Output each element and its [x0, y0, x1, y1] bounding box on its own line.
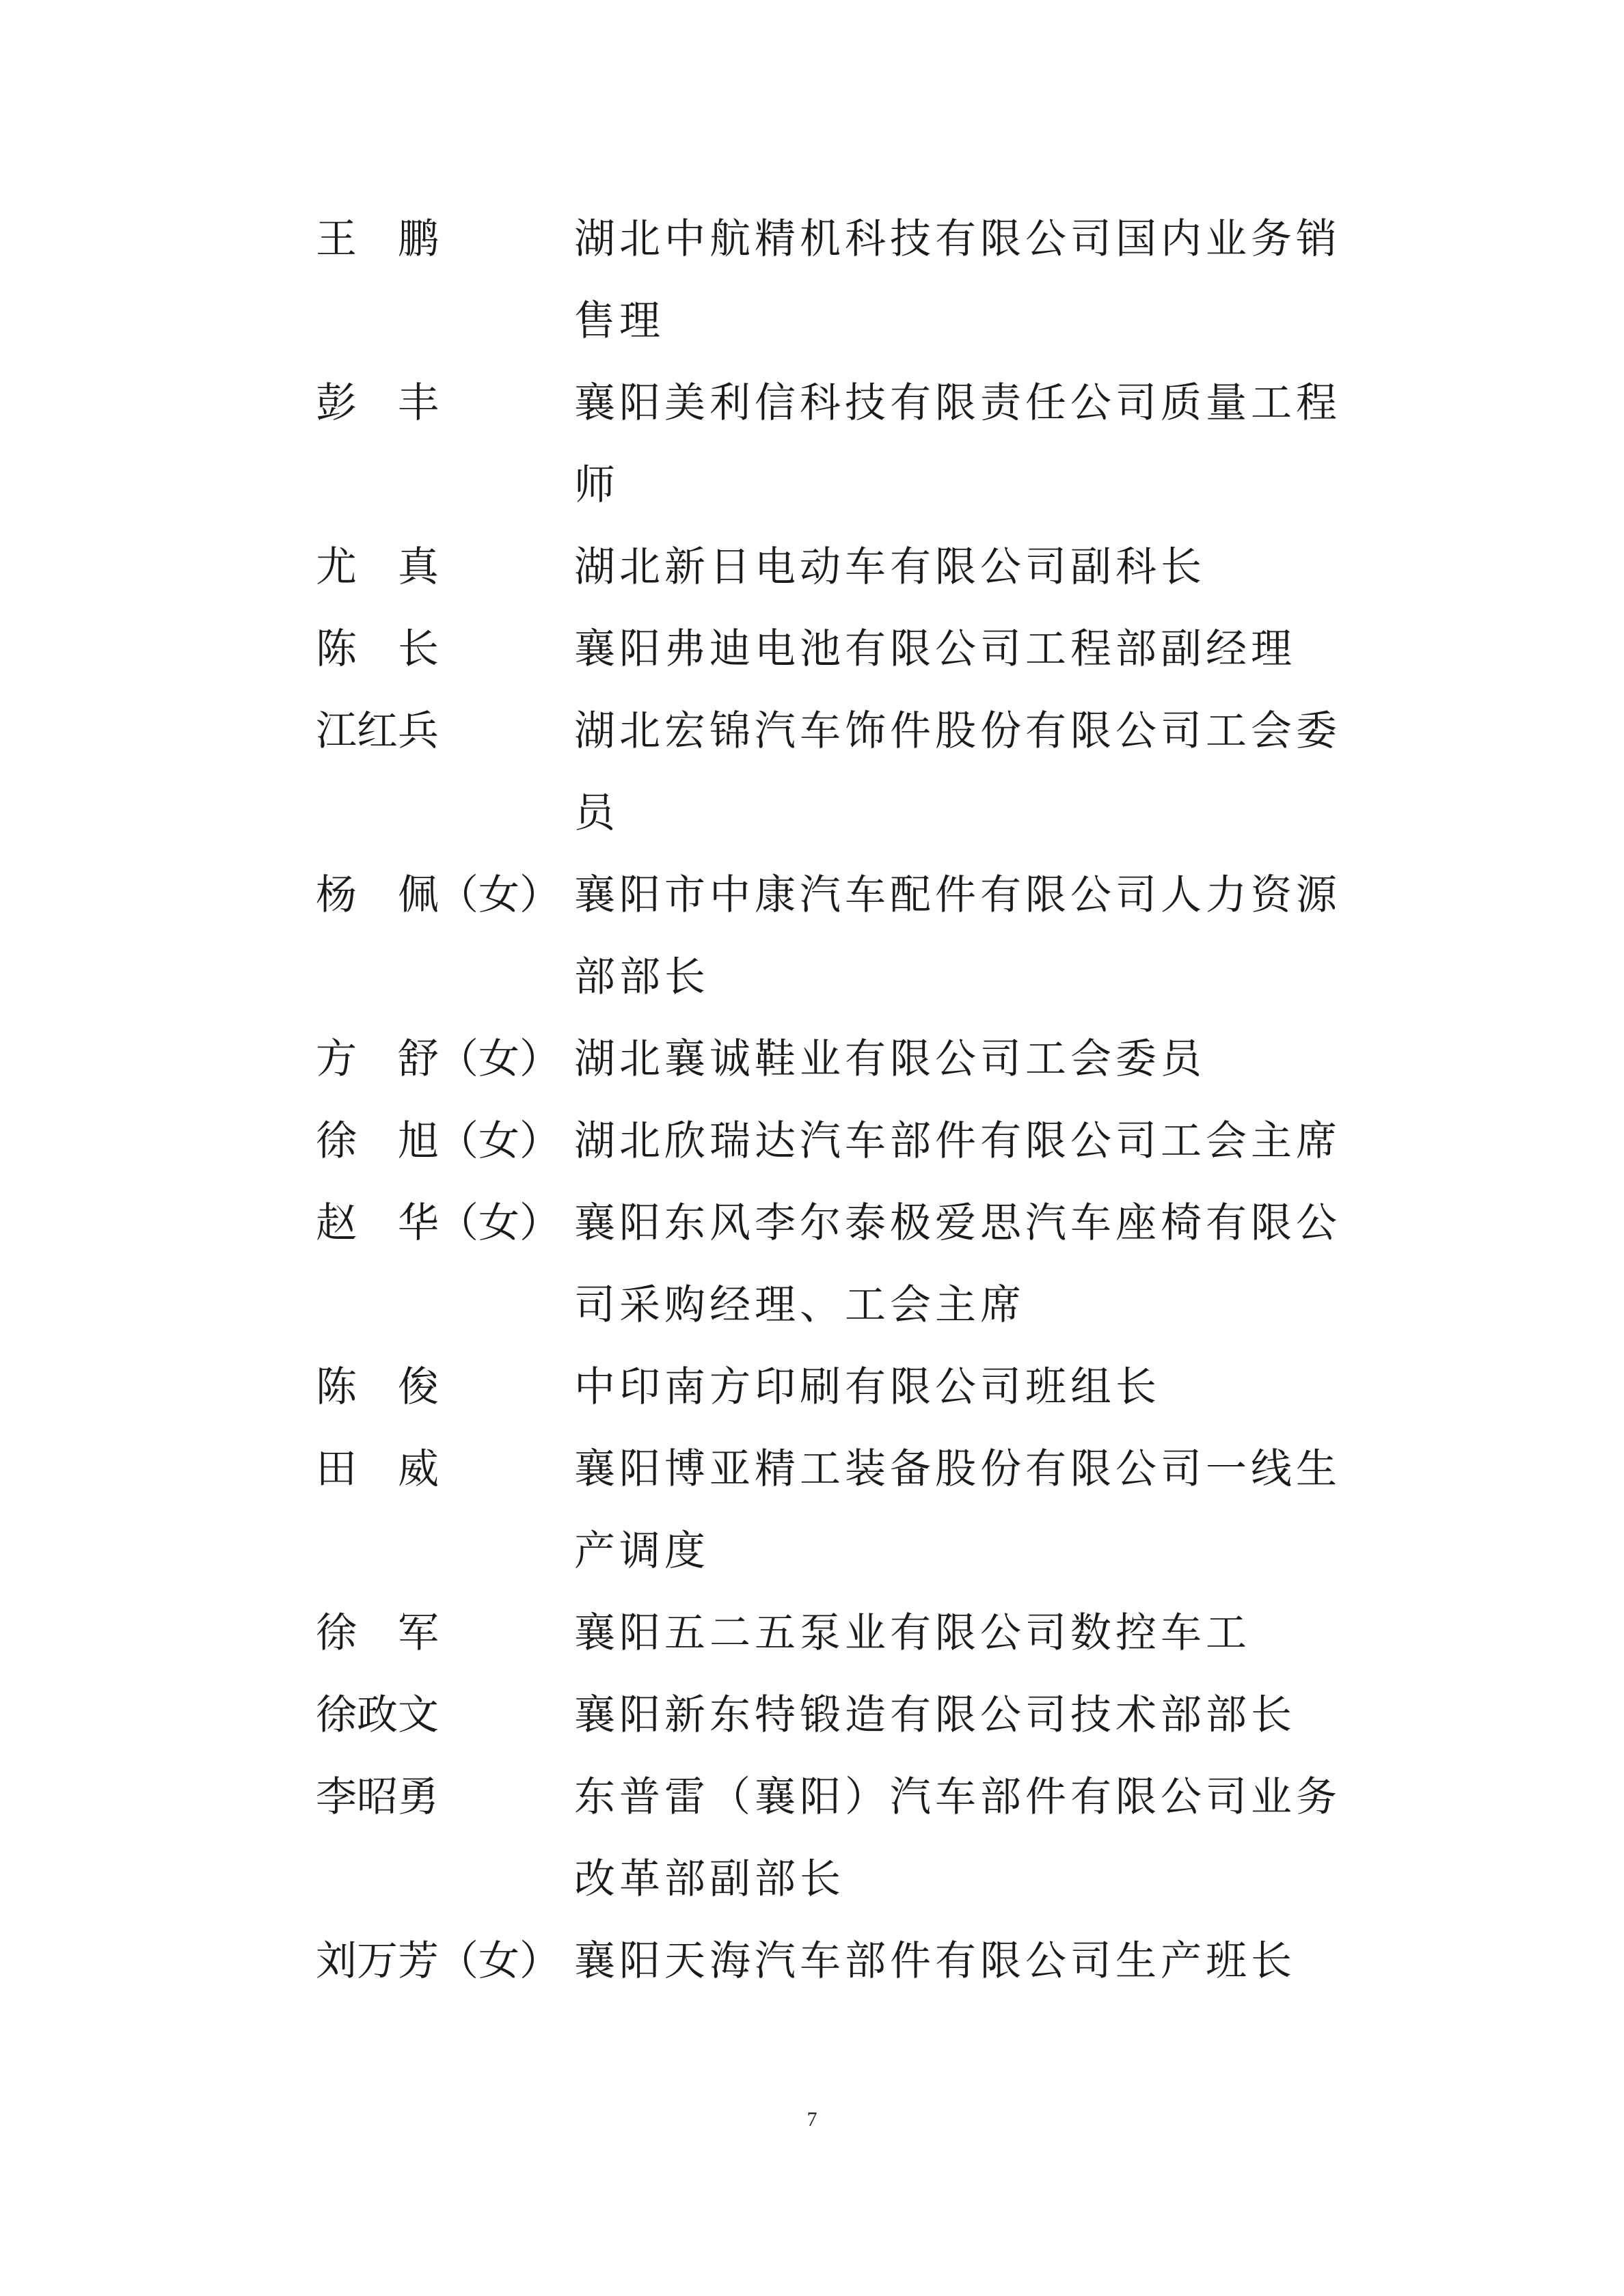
person-name: 徐 旭: [316, 1117, 439, 1165]
person-position: 襄阳五二五泵业有限公司数控车工: [574, 1609, 1251, 1657]
page-number: 7: [807, 2108, 817, 2131]
person-name: 江红兵: [316, 707, 439, 755]
person-name: 徐 军: [316, 1609, 439, 1657]
person-position: 襄阳新东特锻造有限公司技术部部长: [574, 1691, 1296, 1739]
person-name: 杨 佩: [316, 871, 439, 919]
person-position: 襄阳美利信科技有限责任公司质量工程师: [574, 379, 1341, 509]
person-name: 王 鹏: [316, 215, 439, 263]
person-position: 湖北欣瑞达汽车部件有限公司工会主席: [574, 1117, 1341, 1165]
person-name: 赵 华: [316, 1199, 439, 1247]
person-name: 刘万芳: [316, 1937, 439, 1985]
gender-note: （女）: [437, 1117, 560, 1165]
person-name: 陈 长: [316, 625, 439, 673]
person-name: 彭 丰: [316, 379, 439, 427]
person-name: 尤 真: [316, 543, 439, 591]
person-position: 襄阳博亚精工装备股份有限公司一线生产调度: [574, 1445, 1341, 1575]
person-name: 方 舒: [316, 1035, 439, 1083]
person-name: 田 威: [316, 1445, 439, 1493]
gender-note: （女）: [437, 1937, 560, 1985]
person-position: 中印南方印刷有限公司班组长: [574, 1363, 1161, 1411]
gender-note: （女）: [437, 1199, 560, 1247]
person-position: 襄阳市中康汽车配件有限公司人力资源部部长: [574, 871, 1341, 1001]
person-position: 湖北宏锦汽车饰件股份有限公司工会委员: [574, 707, 1341, 837]
person-name: 陈 俊: [316, 1363, 439, 1411]
person-position: 襄阳天海汽车部件有限公司生产班长: [574, 1937, 1296, 1985]
person-position: 湖北襄诚鞋业有限公司工会委员: [574, 1035, 1206, 1083]
person-position: 湖北中航精机科技有限公司国内业务销售理: [574, 215, 1341, 345]
person-position: 襄阳东风李尔泰极爱思汽车座椅有限公司采购经理、工会主席: [574, 1199, 1341, 1329]
gender-note: （女）: [437, 871, 560, 919]
person-position: 襄阳弗迪电池有限公司工程部副经理: [574, 625, 1296, 673]
gender-note: （女）: [437, 1035, 560, 1083]
person-position: 东普雷（襄阳）汽车部件有限公司业务改革部副部长: [574, 1773, 1341, 1903]
person-position: 湖北新日电动车有限公司副科长: [574, 543, 1206, 591]
person-name: 李昭勇: [316, 1773, 439, 1821]
person-name: 徐政文: [316, 1691, 439, 1739]
